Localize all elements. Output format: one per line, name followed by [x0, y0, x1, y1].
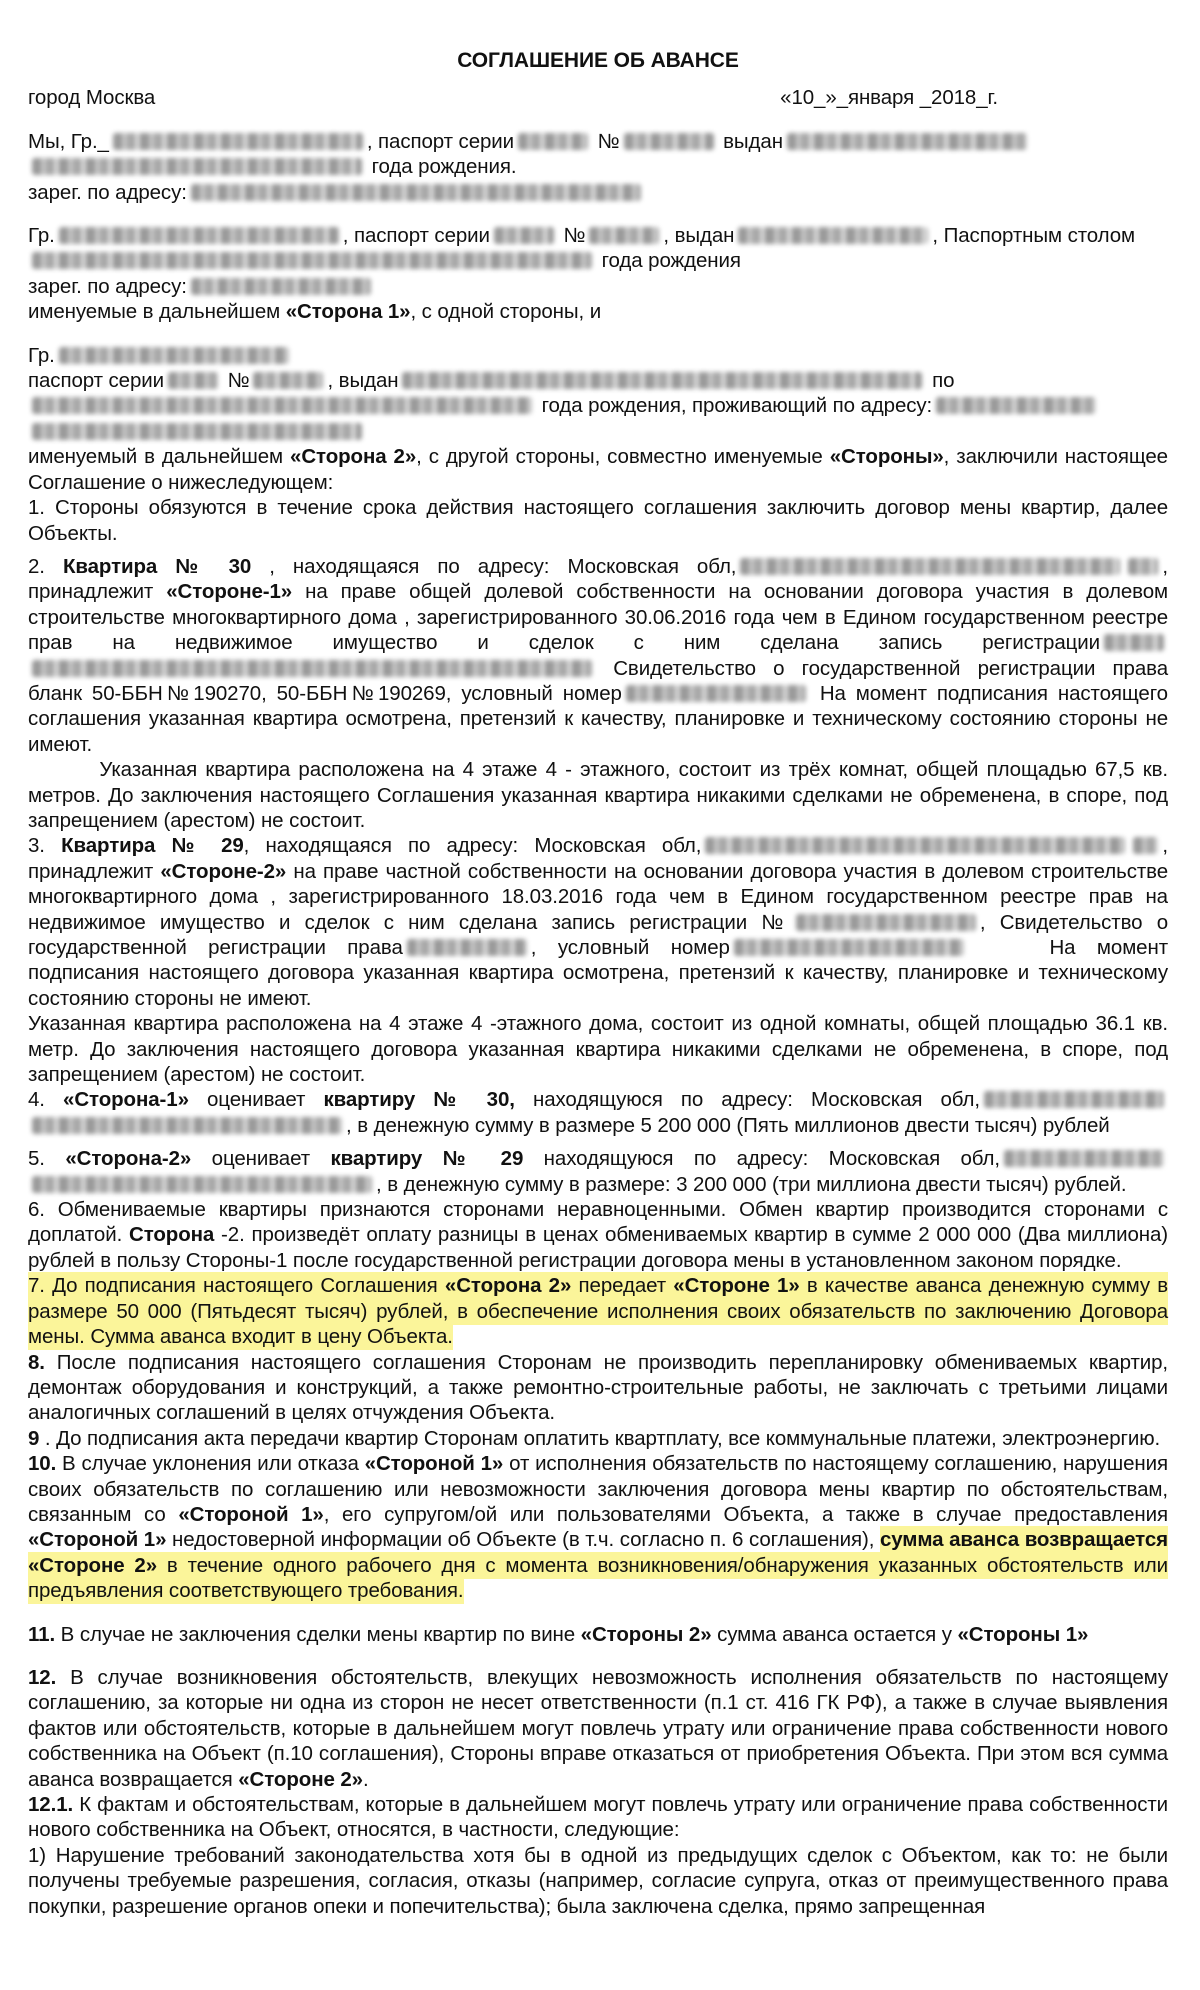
clause-6 [28, 1197, 1168, 1273]
clause-2-c: на праве общей долевой собственности на основании договора участия в долевом строительстве многоквартирного дома , зарегистрированного 30.06.2016 года чем в Едином государственном реестре прав на недвижимое имущество и сделок с ним сделана запись регистрации [28, 580, 1168, 655]
party1a-no: № [597, 129, 620, 153]
party1a-birth: года рождения. [371, 155, 517, 179]
redacted-name [113, 133, 363, 150]
clause-10-s1c: «Стороной 1» [28, 1528, 167, 1552]
redacted-issuer [787, 133, 1027, 150]
party1a-prefix: Мы, Гр._ [28, 129, 109, 153]
redacted-address-2 [32, 1117, 342, 1134]
clause-7-c: в качестве аванса денежную сумму в размере 50 000 (Пятьдесят тысяч) рублей, в обеспечение исполнения своих обязательств по заключению Договора мены. Сумма аванса входит в цену Объекта. [28, 1274, 1168, 1349]
party2-passport: паспорт серии [28, 369, 164, 393]
clause-9-num: 9 [28, 1426, 40, 1450]
clause-5-b: находящуюся по адресу: Московская обл, [523, 1147, 1000, 1171]
party1b-issued: , выдан [663, 224, 735, 248]
clause-3-b: , принадлежит [28, 834, 1169, 883]
redacted-address-2 [32, 1176, 372, 1193]
reg2-label: зарег. по адресу: [28, 274, 187, 298]
party1b-office: , Паспортным столом [932, 224, 1136, 248]
clause-11-a: В случае не заключения сделки мены квартир по вине [55, 1622, 581, 1646]
clause-5-c: , в денежную сумму в размере: 3 200 000 (три миллиона двести тысяч) рублей. [376, 1172, 1127, 1196]
party2-prefix: Гр. [28, 343, 55, 367]
redacted-name [59, 227, 339, 244]
clause-5-flat: квартиру № 29 [330, 1147, 524, 1171]
clause-4-b: находящуюся по адресу: Московская обл, [514, 1088, 980, 1112]
clause-12-1-text: К фактам и обстоятельствам, которые в дальнейшем могут повлечь утрату или ограничение права собственности нового собственника на Объект, относятся, в частности, следующие: [28, 1793, 1168, 1842]
clause-12-1 [28, 1792, 1168, 1843]
clause-11-s2: «Стороны 2» [580, 1622, 712, 1646]
clause-12-b: . [362, 1767, 369, 1791]
redacted-issuer [738, 227, 928, 244]
redacted-number [253, 372, 323, 389]
redacted-record-2 [32, 660, 592, 677]
side2-tail: , заключили настоящее Соглашение о нижеследующем: [28, 445, 1168, 494]
party2-line [28, 343, 1168, 445]
redacted-address-2 [32, 423, 362, 440]
clause-6-b: -2. произведёт оплату разницы в ценах обмениваемых квартир в сумме 2 000 000 (Два миллиона) рублей в пользу Стороны-1 после государственной регистрации договора мены в установленном законом порядке. [28, 1223, 1168, 1272]
clause-4-who: «Сторона-1» [63, 1088, 189, 1112]
side2-intro: именуемый в дальнейшем [28, 445, 291, 469]
redacted-address [705, 837, 1125, 854]
clause-7-a: 7. До подписания настоящего Соглашения [28, 1274, 445, 1298]
clause-2-flat: Квартира № 30 [62, 554, 252, 578]
redacted-issuer-2 [32, 158, 362, 175]
clause-3-e: , условный номер [530, 936, 730, 959]
reg2-line [28, 274, 1168, 299]
party1b-no: № [563, 224, 586, 248]
clause-12-a: В случае возникновения обстоятельств, влекущих невозможность исполнения обязательств по настоящему соглашению, за которые ни одна из сторон не несет ответственности (п.1 ст. 416 ГК РФ), а также в случае выявления фактов или обстоятельств, которые в дальнейшем могут повлечь утрату или ограничение права собственности нового собственника на Объект (п.10 соглашения), Стороны вправе отказаться от приобретения Объекта. При этом вся сумма аванса возвращается [28, 1665, 1168, 1791]
clause-2-owner: «Стороне-1» [166, 580, 293, 604]
side1-name: «Сторона 1» [285, 300, 411, 324]
clause-11 [28, 1622, 1168, 1647]
redacted-series [494, 227, 554, 244]
clause-2-a: , находящаяся по адресу: Московская обл, [251, 554, 737, 578]
clause-2 [28, 554, 1168, 757]
clause-2-d: Свидетельство о государственной регистрации права бланк 50-ББН№190270, 50-ББН№190269, условный номер [28, 656, 1168, 705]
side1-line [28, 299, 1168, 324]
party2-issued: , выдан [327, 369, 399, 393]
clause-8 [28, 1350, 1168, 1426]
document-title: СОГЛАШЕНИЕ ОБ АВАНСЕ [457, 49, 739, 72]
clause-10-s1b: «Стороной 1» [178, 1502, 324, 1526]
city: город Москва [28, 86, 156, 110]
clause-5-num: 5. [28, 1147, 66, 1171]
redacted-address [191, 184, 641, 201]
redacted-address [191, 278, 371, 295]
clause-10 [28, 1451, 1168, 1603]
clause-3-flat: Квартира № 29 [61, 834, 244, 858]
party2-po: по [932, 369, 955, 393]
clause-10-a: В случае уклонения или отказа [56, 1452, 365, 1476]
redacted-cert [407, 939, 527, 956]
clause-10-s1: «Стороной 1» [364, 1452, 504, 1476]
clause-10-d: недостоверной информации об Объекте (в т.ч. согласно п. 6 соглашения), [166, 1528, 880, 1552]
clause-3-flat-info: Указанная квартира расположена на 4 этаже 4 -этажного дома, состоит из одной комнаты, общей площадью 36.1 кв. метр. До заключения настоящего договора указанная квартира никакими сделками не обременена, в споре, под запрещением (арестом) не состоит. [28, 1012, 1168, 1087]
clause-4 [28, 1087, 1168, 1138]
clause-12-1-num: 12.1. [28, 1793, 74, 1816]
party1b-line [28, 223, 1168, 274]
clause-11-num: 11. [28, 1622, 56, 1646]
party2-no: № [227, 369, 250, 393]
reg1-label: зарег. по адресу: [28, 180, 187, 204]
redacted-address [740, 558, 1120, 575]
clause-4-a: оценивает [188, 1088, 324, 1112]
date: «10_»_января _2018_г. [780, 86, 998, 110]
clause-6-who: Сторона [129, 1223, 215, 1247]
clause-2-num: 2. [28, 554, 63, 578]
clause-3-a: , находящаяся по адресу: Московская обл, [243, 834, 702, 858]
side2-paragraph [28, 444, 1168, 495]
clause-6-a: 6. Обмениваемые квартиры признаются сторонами неравноценными. Обмен квартир производится сторонами с доплатой. [28, 1198, 1168, 1247]
clause-2-b: , принадлежит [28, 554, 1169, 604]
redacted-record [1104, 634, 1164, 651]
clause-12 [28, 1665, 1168, 1792]
side2-name: «Сторона 2» [290, 445, 417, 469]
clause-7-to: «Стороне 1» [673, 1274, 800, 1298]
clause-10-b: от исполнения обязательств по настоящему соглашению, нарушения своих обязательств по соглашению или невозможности заключения договора мены квартир по обстоятельствам, связанным со [28, 1452, 1168, 1526]
clause-10-f: в течение одного рабочего дня с момента возникновения/обнаружения указанных обстоятельств или предъявления соответствующего требования. [28, 1553, 1168, 1603]
redacted-issuer [402, 372, 922, 389]
clause-7 [28, 1273, 1168, 1349]
clause-11-s1: «Стороны 1» [957, 1622, 1089, 1646]
sides-name: «Стороны» [829, 445, 944, 469]
clause-4-num: 4. [28, 1088, 64, 1112]
redacted-name [59, 347, 289, 364]
redacted-address [936, 397, 1096, 414]
clause-3-c: на праве частной собственности на основании договора участия в долевом строительстве многоквартирного дома , зарегистрированного 18.03.2016 года чем в Едином государственном реестре прав на недвижимое имущество и сделок с ним сделана запись регистрации № [28, 859, 1169, 934]
clause-3-d: , Свидетельство о государственной регистрации права [28, 910, 1169, 959]
party1b-birth: года рождения [601, 249, 741, 273]
clause-7-highlight [28, 1272, 1168, 1350]
party1a-passport: , паспорт серии [366, 129, 514, 153]
clause-11-b: сумма аванса остается у [711, 1622, 958, 1646]
redacted-series [168, 372, 218, 389]
clause-4-flat: квартиру № 30, [323, 1088, 515, 1112]
redacted-address [1004, 1150, 1164, 1167]
redacted-number [624, 133, 714, 150]
clause-12-num: 12. [28, 1665, 57, 1689]
clause-3-owner: «Стороне-2» [160, 859, 287, 883]
clause-9 [28, 1426, 1168, 1451]
clause-10-c: , его супругом/ой или пользователями Объекта, а также в случае предоставления [323, 1502, 1168, 1526]
redacted-address [984, 1091, 1164, 1108]
side1-intro: именуемые в дальнейшем [28, 300, 286, 324]
clause-4-c: , в денежную сумму в размере 5 200 000 (Пять миллионов двести тысяч) рублей [346, 1113, 1110, 1137]
party1a-line [28, 129, 1168, 180]
clause-8-text: После подписания настоящего соглашения Сторонам не производить перепланировку обмениваемых квартир, демонтаж оборудования и конструкций, а также ремонтно-строительные работы, не заключать с третьими лицами аналогичных соглашений в целях отчуждения Объекта. [28, 1350, 1168, 1425]
clause-10-e: сумма аванса возвращается [879, 1528, 1168, 1552]
clause-7-from: «Сторона 2» [444, 1274, 572, 1298]
redacted-number [589, 227, 659, 244]
clause-7-b: передает [571, 1274, 674, 1298]
redacted-cadastral [626, 685, 806, 702]
redacted-address-2 [1133, 837, 1158, 854]
clause-3-num: 3. [28, 834, 62, 858]
clause-9-text: . До подписания акта передачи квартир Сторонам оплатить квартплату, все коммунальные платежи, электроэнергию. [39, 1426, 1161, 1450]
party2-birth: года рождения, проживающий по адресу: [541, 394, 933, 418]
side2-mid: , с другой стороны, совместно именуемые [416, 445, 830, 469]
redacted-series [518, 133, 588, 150]
document-page [28, 48, 1168, 1919]
clause-8-num: 8. [28, 1350, 45, 1374]
redacted-office [32, 252, 592, 269]
party1b-prefix: Гр. [28, 224, 55, 248]
redacted-address-2 [1128, 558, 1158, 575]
clause-3-f: На момент подписания настоящего договора указанная квартира осмотрена, претензий к качеству, планировке и техническому состоянию стороны не имеют. [28, 936, 1168, 1010]
clause-2-e: На момент подписания настоящего соглашения указанная квартира осмотрена, претензий к качеству, планировке и техническому состоянию стороны не имеют. [28, 681, 1168, 756]
clause-2-flat-info [28, 757, 1168, 833]
party1a-issued: выдан [723, 129, 783, 153]
clause-1: 1. Стороны обязуются в течение срока действия настоящего соглашения заключить договор мены квартир, далее Объекты. [28, 496, 1168, 545]
redacted-record [796, 914, 976, 931]
clause-12-1-item-1: 1) Нарушение требований законодательства хотя бы в одной из предыдущих сделок с Объектом, как то: не были получены требуемые разрешения, согласия, отказы (например, согласие супруга, отказ от преимущественного права покупки, разрешение органов опеки и попечительства); была заключена сделка, прямо запрещенная [28, 1843, 1168, 1918]
redacted-cadastral [734, 939, 964, 956]
clause-5 [28, 1146, 1168, 1197]
reg1-line [28, 180, 1168, 205]
party1b-passport: , паспорт серии [342, 224, 490, 248]
clause-3 [28, 833, 1168, 1011]
redacted-issuer-2 [32, 397, 532, 414]
clause-5-a: оценивает [191, 1147, 331, 1171]
header-row [28, 85, 1168, 110]
side1-tail: , с одной стороны, и [410, 300, 602, 324]
clause-10-s2: «Стороне 2» [28, 1553, 158, 1577]
clause-12-s2: «Стороне 2» [238, 1767, 363, 1791]
clause-2-f: Указанная квартира расположена на 4 этаже 4 - этажного, состоит из трёх комнат, общей площадью 67,5 кв. метров. До заключения настоящего Соглашения указанная квартира никакими сделками не обременена, в споре, под запрещением (арестом) не состоит. [28, 758, 1168, 832]
clause-10-num: 10. [28, 1452, 57, 1476]
clause-5-who: «Сторона-2» [65, 1147, 192, 1171]
